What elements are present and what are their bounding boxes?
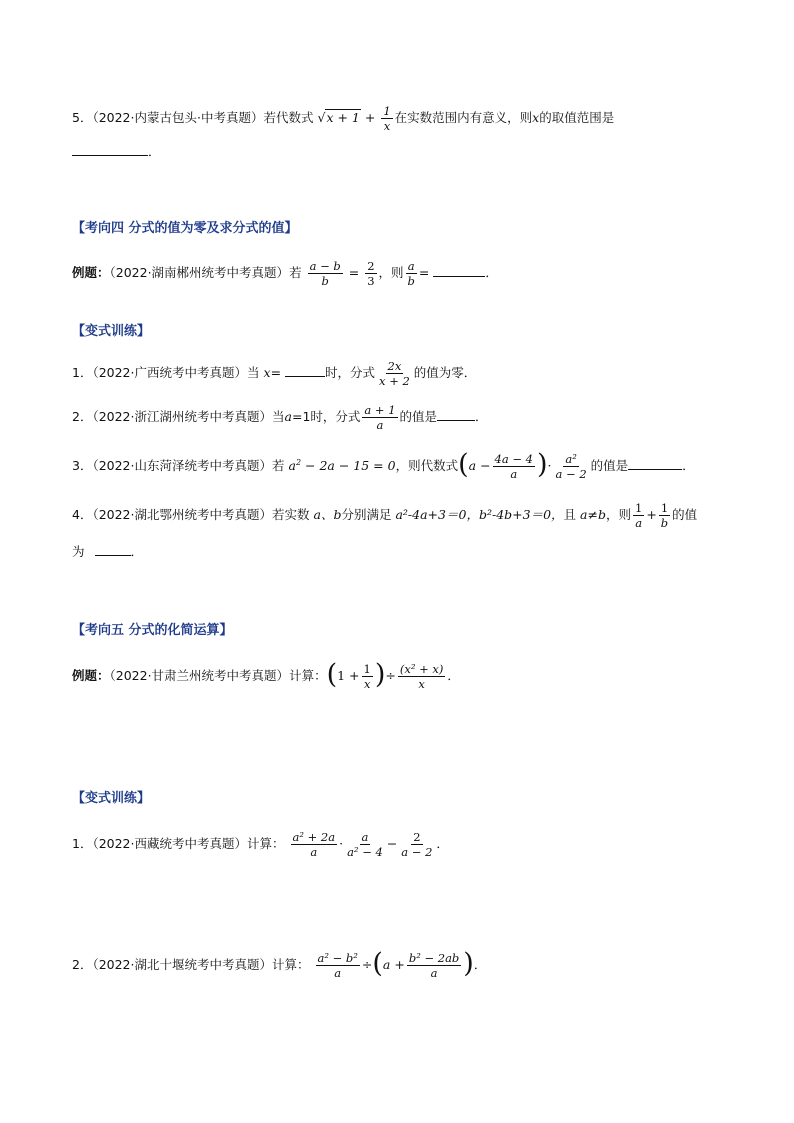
example-label: 例题： [72, 668, 110, 683]
variable: x [263, 365, 271, 380]
fraction [316, 951, 360, 980]
question-text: 当 [247, 365, 260, 380]
fraction-denominator: b [321, 274, 329, 288]
question-source: （2022·广西统考中考真题） [92, 365, 247, 380]
fraction-numerator: b² − 2ab [408, 951, 460, 965]
question-text: 为 [72, 544, 85, 559]
equation: b²-4b+3＝0， [478, 507, 564, 522]
fraction-numerator: a [361, 830, 369, 844]
fraction-numerator: (x² + x) [399, 662, 444, 676]
question-text: 若代数式 [263, 110, 314, 125]
question-number: 2． [72, 409, 93, 424]
answer-blank[interactable] [72, 143, 148, 156]
expression: 1 + [337, 668, 360, 683]
fraction [406, 259, 417, 288]
period: ． [485, 265, 498, 280]
question-source: （2022·湖北鄂州统考中考真题） [92, 507, 272, 522]
variables: a、b [313, 507, 342, 522]
fraction-numerator: 4a − 4 [494, 452, 533, 466]
fraction-numerator: 1 [660, 501, 669, 515]
fraction-denominator: a [635, 516, 643, 530]
practice-question-1 [72, 359, 476, 388]
question-source: （2022·甘肃兰州统考中考真题） [109, 668, 290, 683]
fraction-numerator: 1 [634, 501, 643, 515]
period: ． [447, 668, 460, 683]
question-text: 的值是 [399, 409, 438, 424]
right-paren: ) [536, 448, 548, 480]
sqrt-expression: √x + 1 [317, 110, 360, 125]
fraction-denominator: x [383, 119, 391, 133]
equation: a²-4a+3＝0， [395, 507, 479, 522]
question-number: 5． [72, 110, 93, 125]
fraction-numerator: 2 [413, 830, 421, 844]
question-number: 4． [72, 507, 93, 522]
fraction [399, 830, 434, 859]
question-text: =1时，分式 [291, 409, 361, 424]
question-source: （2022·浙江湖州统考中考真题） [92, 409, 272, 424]
variable: a [288, 458, 296, 473]
inequality: a≠b [580, 507, 606, 522]
left-paren: ( [458, 448, 469, 480]
question-source: （2022·内蒙古包头·中考真题） [92, 110, 264, 125]
question-number: 1． [72, 365, 93, 380]
question-source: （2022·湖北十堰统考中考真题） [92, 957, 272, 972]
question-text: 的值 [672, 507, 698, 522]
period: ． [682, 458, 695, 473]
question-text: 计算： [247, 836, 285, 851]
practice-question-1 [72, 830, 449, 859]
fraction [365, 259, 376, 288]
question-5 [72, 104, 614, 133]
fraction [345, 830, 385, 859]
equals-sign: = [418, 265, 430, 280]
example-label: 例题： [72, 265, 110, 280]
variable: x [532, 110, 540, 125]
section-heading: 【考向五 分式的化简运算】 [72, 623, 233, 638]
right-paren: ) [463, 947, 474, 979]
question-source: （2022·西藏统考中考真题） [92, 836, 247, 851]
left-paren: ( [326, 658, 338, 690]
fraction-denominator: a [334, 966, 342, 980]
period: ． [130, 544, 144, 559]
multiply-dot: · [339, 836, 344, 851]
period: ． [473, 957, 487, 972]
fraction-numerator: a + 1 [364, 403, 396, 417]
question-text: 且 [563, 507, 577, 522]
question-text: 若 [272, 458, 285, 473]
section-heading: 【考向四 分式的值为零及求分式的值】 [72, 221, 298, 236]
question-number: 1． [72, 836, 93, 851]
equals-sign: = [348, 265, 360, 280]
fraction [554, 452, 589, 481]
expression: a + [382, 957, 405, 972]
question-text: ，则 [605, 507, 631, 522]
fraction [362, 662, 373, 691]
practice-heading: 【变式训练】 [72, 791, 151, 806]
answer-blank[interactable] [628, 457, 682, 470]
example-question [72, 658, 460, 691]
question-text: 时，分式 [325, 365, 376, 380]
practice-question-4-line2 [72, 542, 143, 562]
variable: a [284, 409, 292, 424]
left-paren: ( [372, 947, 383, 979]
answer-blank[interactable] [95, 543, 131, 556]
fraction-numerator: 2x [387, 359, 402, 373]
question-text: ，则 [378, 265, 404, 280]
divide-sign: ÷ [361, 957, 373, 972]
question-text: 的值为零． [413, 365, 477, 380]
answer-blank[interactable] [437, 408, 475, 421]
fraction-denominator: a² − 4 [347, 845, 383, 859]
question-number: 3． [72, 458, 93, 473]
fraction [308, 259, 343, 288]
fraction-numerator: a² [565, 452, 577, 466]
plus-sign: + [364, 110, 376, 125]
fraction-denominator: a − 2 [401, 845, 433, 859]
question-text: 的取值范围是 [539, 110, 615, 125]
question-text: 在实数范围内有意义，则 [394, 110, 533, 125]
fraction [633, 501, 644, 530]
fraction-numerator: 1 [383, 104, 391, 118]
fraction-denominator: a [430, 966, 438, 980]
fraction [381, 104, 392, 133]
fraction [659, 501, 670, 530]
fraction-numerator: a [407, 259, 415, 273]
fraction-denominator: x [363, 677, 371, 691]
question-source: （2022·山东菏泽统考中考真题） [92, 458, 272, 473]
practice-question-4 [72, 501, 697, 530]
fraction-denominator: x + 2 [379, 374, 410, 388]
fraction-denominator: 3 [367, 274, 375, 288]
fraction-numerator: a² − b² [317, 951, 358, 965]
fraction-denominator: x [418, 677, 425, 691]
divide-sign: ÷ [385, 668, 396, 683]
fraction [291, 830, 338, 859]
answer-line [72, 142, 161, 162]
question-text: 当 [272, 409, 285, 424]
minus-sign: − [386, 836, 398, 851]
fraction-denominator: a [310, 845, 318, 859]
question-text: 分别满足 [341, 507, 392, 522]
period: ． [475, 409, 488, 424]
practice-question-2 [72, 403, 488, 432]
example-question [72, 259, 498, 288]
question-source: （2022·湖南郴州统考中考真题） [109, 265, 290, 280]
fraction-denominator: a − 2 [555, 467, 587, 481]
fraction-denominator: a [376, 418, 384, 432]
question-text: 若 [289, 265, 302, 280]
fraction [398, 662, 446, 691]
question-text: 若实数 [272, 507, 310, 522]
fraction [377, 359, 412, 388]
period: ． [148, 144, 161, 159]
expression: a − [468, 458, 491, 473]
answer-blank[interactable] [433, 264, 485, 277]
fraction-denominator: b [660, 516, 669, 530]
practice-question-3 [72, 448, 695, 481]
answer-blank[interactable] [285, 364, 325, 377]
fraction-numerator: a² + 2a [292, 830, 336, 844]
question-number: 2． [72, 957, 93, 972]
question-text: ，则代数式 [395, 458, 459, 473]
plus-sign: + [646, 507, 657, 522]
question-text: 计算： [289, 668, 327, 683]
fraction [362, 403, 397, 432]
fraction-numerator: 1 [363, 662, 371, 676]
fraction-numerator: 2 [367, 259, 375, 273]
equals-sign: = [270, 365, 282, 380]
period: ． [436, 836, 449, 851]
fraction [493, 452, 535, 481]
fraction-numerator: a − b [309, 259, 341, 273]
right-paren: ) [374, 658, 386, 690]
sqrt-argument: x + 1 [326, 110, 360, 125]
equation: $a^2 - 2a - 15 = 0$ [288, 457, 396, 473]
equation-rest: − 2a − 15 = 0 [301, 458, 396, 473]
fraction-denominator: a [510, 467, 518, 481]
fraction [407, 951, 461, 980]
practice-question-2 [72, 947, 487, 980]
fraction-denominator: b [407, 274, 415, 288]
question-text: 的值是 [590, 458, 629, 473]
question-text: 计算： [272, 957, 310, 972]
practice-heading: 【变式训练】 [72, 324, 151, 339]
multiply-dot: · [547, 458, 552, 473]
